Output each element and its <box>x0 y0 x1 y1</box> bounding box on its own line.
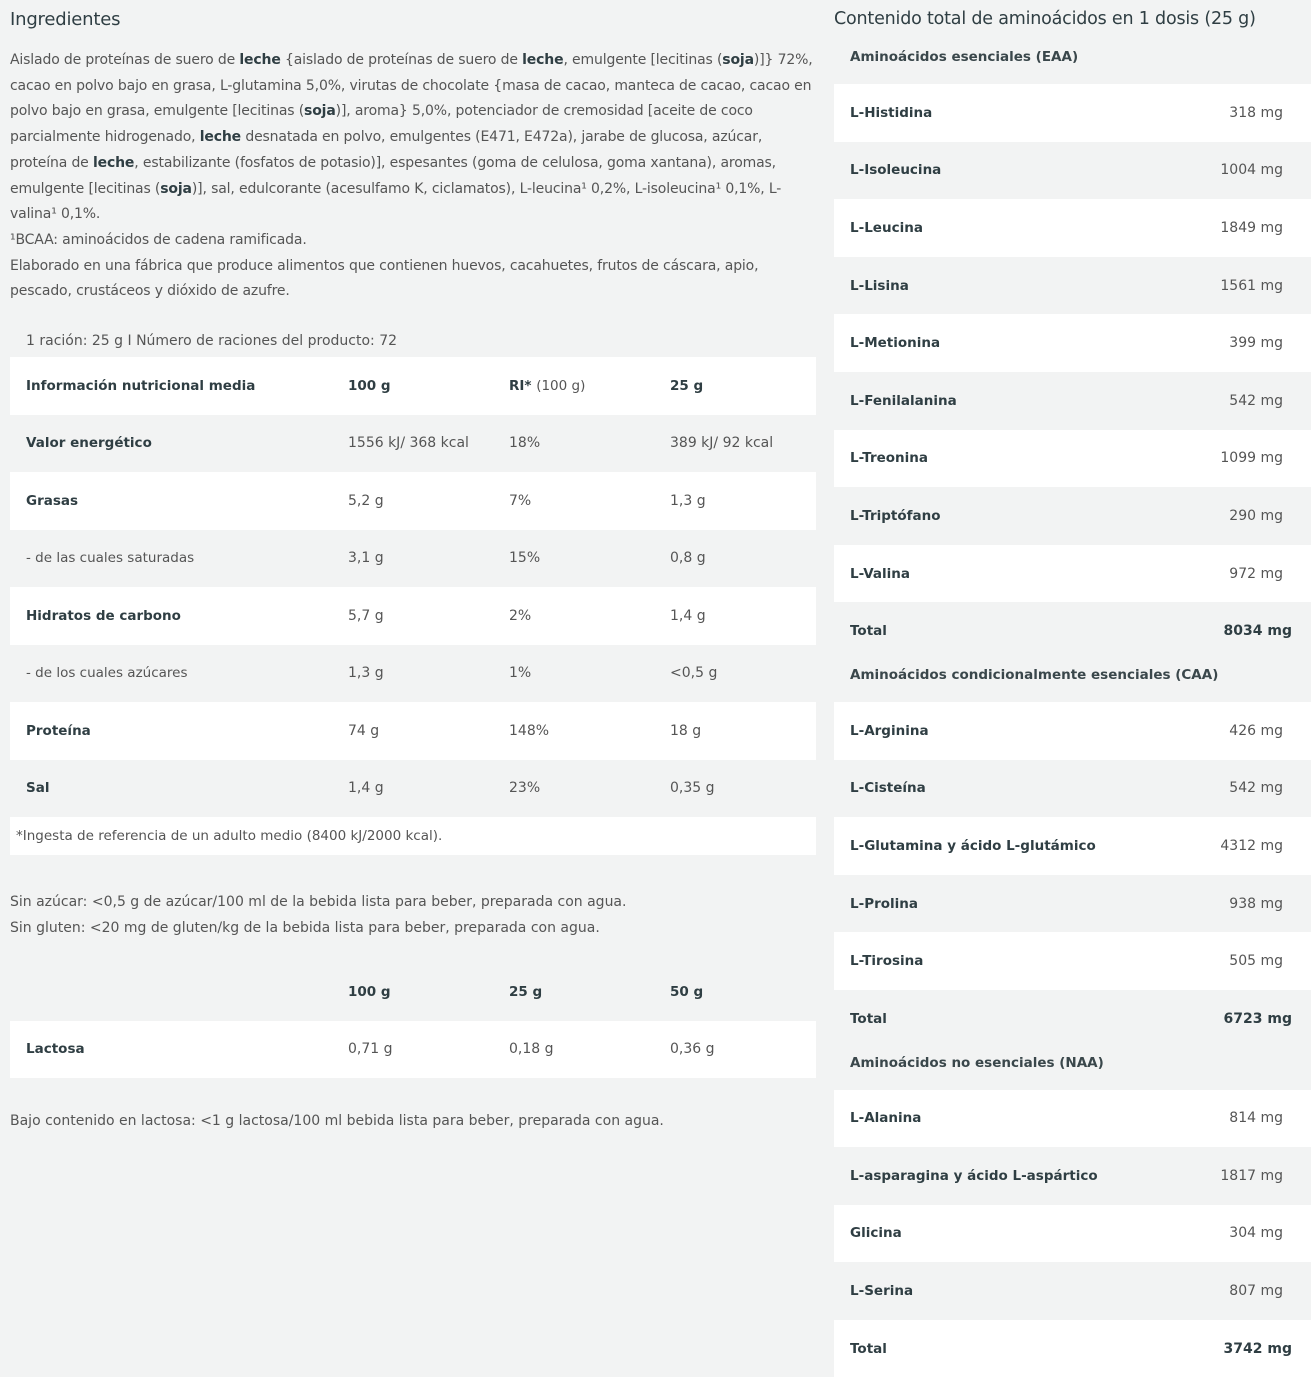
amino-name: L-Lisina <box>850 277 909 294</box>
amino-name: L-Isoleucina <box>850 162 942 179</box>
nutrient-label: Proteína <box>10 702 332 760</box>
amino-name: Total <box>850 1340 887 1357</box>
amino-name: L-asparagina y ácido L-aspártico <box>850 1167 1098 1184</box>
amino-row <box>834 1090 1311 1148</box>
nutrient-label: - de las cuales saturadas <box>10 530 332 588</box>
amino-value: 8034 mg <box>1223 623 1292 640</box>
amino-row <box>834 257 1311 315</box>
amino-row <box>834 545 1311 603</box>
allergen-highlight: soja <box>160 180 192 197</box>
value-ri: 148% <box>493 702 654 760</box>
amino-name: L-Leucina <box>850 219 923 236</box>
amino-value: 304 mg <box>1229 1225 1283 1242</box>
amino-value: 3742 mg <box>1223 1340 1292 1357</box>
amino-name: L-Glutamina y ácido L-glutámico <box>850 837 1096 854</box>
header-nutrition-label: Información nutricional media <box>10 357 332 415</box>
lactose-50g: 0,36 g <box>654 1021 816 1079</box>
amino-row <box>834 199 1311 257</box>
amino-section-heading-text: Aminoácidos no esenciales (NAA) <box>850 1054 1104 1071</box>
amino-row <box>834 875 1311 933</box>
nutrient-label: Grasas <box>10 472 332 530</box>
amino-acid-title: Contenido total de aminoácidos en 1 dosis (25 g) <box>834 9 1256 29</box>
ingredients-list: Aislado de proteínas de suero de leche {aislado de proteínas de suero de leche, emulgente [lecitinas (soja)]} 72%, cacao en polvo bajo en grasa, L-glutamina 5,0%, virutas de chocolate {masa de cacao, manteca de cacao, cacao en polvo bajo en grasa, emulgente [lecitinas (soja)], aroma} 5,0%, potenciador de cremosidad [aceite de coco parcialmente hidrogenado, leche desnatada en polvo, emulgentes (E471, E472a), jarabe de glucosa, azúcar, proteína de leche, estabilizante (fosfatos de potasio)], espesantes (goma de celulosa, goma xantana), aromas, emulgente [lecitinas (soja)], sal, edulcorante (acesulfamo K, ciclamatos), L-leucina¹ 0,2%, L-isoleucina¹ 0,1%, L-valina¹ 0,1%. <box>10 52 813 223</box>
bcaa-note: ¹BCAA: aminoácidos de cadena ramificada. <box>10 231 307 248</box>
value-100g: 5,7 g <box>332 587 493 645</box>
lactose-header-row <box>10 963 816 1021</box>
amino-name: Total <box>850 1010 887 1027</box>
value-100g: 74 g <box>332 702 493 760</box>
value-100g: 5,2 g <box>332 472 493 530</box>
amino-row <box>834 430 1311 488</box>
header-25g: 25 g <box>654 357 816 415</box>
header-ri-unit: (100 g) <box>536 377 586 394</box>
nutrition-row <box>10 472 816 530</box>
amino-value: 1099 mg <box>1220 450 1283 467</box>
nutrition-footnote-row <box>10 817 816 855</box>
amino-name: L-Serina <box>850 1283 914 1300</box>
amino-name: L-Prolina <box>850 895 919 912</box>
amino-name: L-Cisteína <box>850 780 926 797</box>
value-100g: 1,3 g <box>332 645 493 703</box>
amino-value: 1561 mg <box>1220 277 1283 294</box>
ingredients-title: Ingredientes <box>10 9 121 30</box>
nutrition-row <box>10 587 816 645</box>
amino-value: 1817 mg <box>1220 1167 1283 1184</box>
amino-row <box>834 1205 1311 1263</box>
lactose-header-25g: 25 g <box>509 983 543 1000</box>
lactose-header-50g: 50 g <box>670 983 704 1000</box>
amino-row <box>834 487 1311 545</box>
amino-value: 318 mg <box>1229 104 1283 121</box>
ingredients-column <box>10 0 816 1134</box>
amino-name: L-Valina <box>850 565 911 582</box>
nutrient-label: Valor energético <box>10 415 332 473</box>
allergen-highlight: soja <box>722 52 754 68</box>
amino-section-heading <box>834 1048 1311 1090</box>
amino-value: 807 mg <box>1229 1283 1283 1300</box>
gluten-free-note: Sin gluten: <20 mg de gluten/kg de la bebida lista para beber, preparada con agua. <box>10 920 600 937</box>
amino-value: 542 mg <box>1229 392 1283 409</box>
allergen-highlight: leche <box>239 52 281 68</box>
header-ri-label: RI* <box>509 377 532 394</box>
amino-row <box>834 702 1311 760</box>
amino-row <box>834 314 1311 372</box>
amino-name: L-Triptófano <box>850 507 941 524</box>
nutrition-row <box>10 645 816 703</box>
lactose-header-100g: 100 g <box>348 983 391 1000</box>
lactose-100g: 0,71 g <box>332 1021 493 1079</box>
value-25g: 1,4 g <box>654 587 816 645</box>
value-ri: 18% <box>493 415 654 473</box>
nutrition-row <box>10 702 816 760</box>
value-ri: 23% <box>493 760 654 818</box>
nutrition-row <box>10 760 816 818</box>
amino-row <box>834 1262 1311 1320</box>
amino-section-heading <box>834 42 1311 84</box>
amino-section-heading <box>834 660 1311 702</box>
amino-value: 814 mg <box>1229 1110 1283 1127</box>
amino-name: L-Fenilalanina <box>850 392 957 409</box>
nutrient-label: Hidratos de carbono <box>10 587 332 645</box>
nutrition-table <box>10 357 816 855</box>
amino-name: Glicina <box>850 1225 902 1242</box>
amino-row <box>834 817 1311 875</box>
amino-value: 399 mg <box>1229 335 1283 352</box>
header-100g: 100 g <box>332 357 493 415</box>
amino-name: L-Alanina <box>850 1110 922 1127</box>
value-25g: 18 g <box>654 702 816 760</box>
value-100g: 1556 kJ/ 368 kcal <box>332 415 493 473</box>
sugar-free-note: Sin azúcar: <0,5 g de azúcar/100 ml de la bebida lista para beber, preparada con agua. <box>10 894 627 911</box>
value-100g: 1,4 g <box>332 760 493 818</box>
value-ri: 7% <box>493 472 654 530</box>
amino-name: L-Treonina <box>850 450 928 467</box>
amino-name: L-Tirosina <box>850 953 924 970</box>
value-25g: <0,5 g <box>654 645 816 703</box>
lactose-note: Bajo contenido en lactosa: <1 g lactosa/100 ml bebida lista para beber, preparada con agua. <box>10 1113 664 1130</box>
amino-value: 6723 mg <box>1223 1010 1292 1027</box>
amino-value: 505 mg <box>1229 953 1283 970</box>
nutrient-label: - de los cuales azúcares <box>10 645 332 703</box>
amino-name: Total <box>850 623 887 640</box>
amino-value: 972 mg <box>1229 565 1283 582</box>
value-25g: 1,3 g <box>654 472 816 530</box>
dietary-notes <box>10 889 816 941</box>
amino-name: L-Arginina <box>850 722 929 739</box>
amino-total-row <box>834 990 1311 1048</box>
amino-value: 938 mg <box>1229 895 1283 912</box>
lactose-header-empty <box>10 963 332 1021</box>
value-25g: 0,8 g <box>654 530 816 588</box>
amino-total-row <box>834 1320 1311 1377</box>
amino-total-row <box>834 602 1311 660</box>
amino-acid-column <box>834 0 1311 1377</box>
value-25g: 0,35 g <box>654 760 816 818</box>
value-ri: 1% <box>493 645 654 703</box>
amino-row <box>834 142 1311 200</box>
nutrient-label: Sal <box>10 760 332 818</box>
amino-value: 1849 mg <box>1220 219 1283 236</box>
amino-section-heading-text: Aminoácidos esenciales (EAA) <box>850 49 1079 65</box>
amino-name: L-Metionina <box>850 335 941 352</box>
nutrition-row <box>10 530 816 588</box>
amino-section-heading-text: Aminoácidos condicionalmente esenciales (CAA) <box>850 666 1219 683</box>
nutrition-header-row <box>10 357 816 415</box>
nutrition-footnote: *Ingesta de referencia de un adulto medio (8400 kJ/2000 kcal). <box>10 817 816 855</box>
allergen-note: Elaborado en una fábrica que produce alimentos que contienen huevos, cacahuetes, frutos de cáscara, apio, pescado, crustáceos y dióxido de azufre. <box>10 257 759 300</box>
amino-value: 4312 mg <box>1220 837 1283 854</box>
amino-name: L-Histidina <box>850 104 933 121</box>
amino-value: 426 mg <box>1229 722 1283 739</box>
amino-acid-table <box>834 42 1311 1377</box>
value-100g: 3,1 g <box>332 530 493 588</box>
lactose-table <box>10 963 816 1078</box>
allergen-highlight: leche <box>199 129 242 146</box>
value-ri: 15% <box>493 530 654 588</box>
amino-row <box>834 84 1311 142</box>
amino-row <box>834 372 1311 430</box>
header-ri <box>493 357 654 415</box>
amino-value: 542 mg <box>1229 780 1283 797</box>
allergen-highlight: soja <box>304 103 336 120</box>
amino-value: 290 mg <box>1229 507 1283 524</box>
value-ri: 2% <box>493 587 654 645</box>
ingredients-text <box>10 48 816 305</box>
allergen-highlight: leche <box>522 52 564 68</box>
amino-row <box>834 932 1311 990</box>
allergen-highlight: leche <box>92 154 135 171</box>
amino-row <box>834 760 1311 818</box>
amino-value: 1004 mg <box>1220 162 1283 179</box>
amino-row <box>834 1147 1311 1205</box>
lactose-label: Lactosa <box>10 1021 332 1079</box>
nutrition-row <box>10 415 816 473</box>
lactose-25g: 0,18 g <box>493 1021 654 1079</box>
lactose-row <box>10 1021 816 1079</box>
value-25g: 389 kJ/ 92 kcal <box>654 415 816 473</box>
servings-info: 1 ración: 25 g I Número de raciones del producto: 72 <box>26 333 398 350</box>
